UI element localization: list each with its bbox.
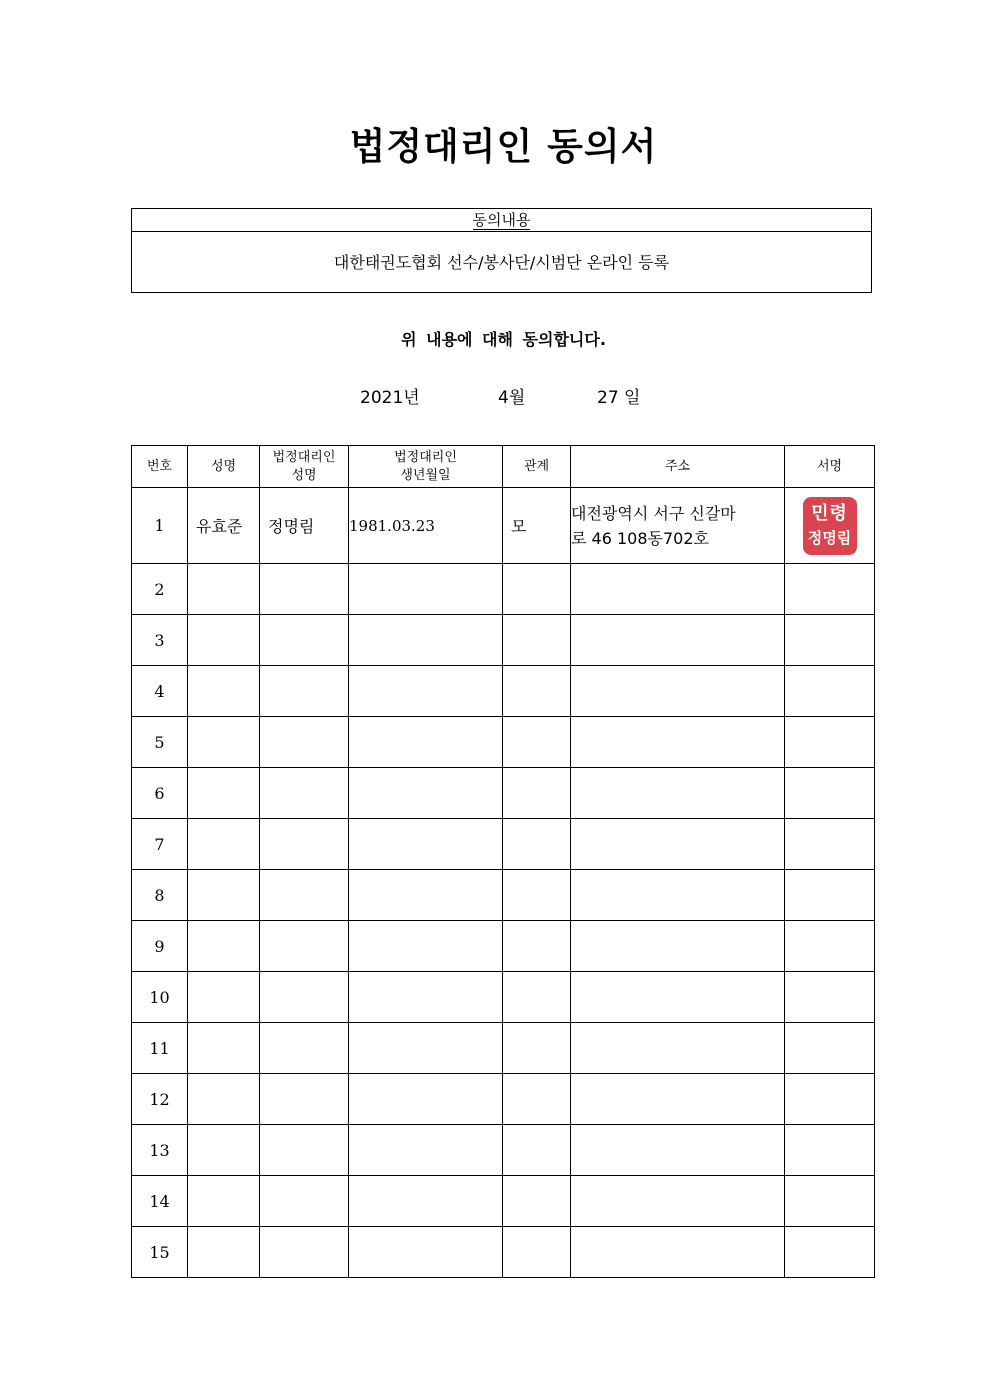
row-guardian-name [260, 768, 349, 819]
consent-box [131, 208, 872, 293]
header-guardian-birth-line1: 법정대리인 [394, 449, 457, 465]
header-name: 성명 [188, 446, 260, 488]
row-signature [785, 1023, 875, 1074]
row-address [571, 615, 785, 666]
row-guardian-name: 정명림 [260, 488, 349, 564]
table-row [132, 488, 875, 564]
row-address [571, 717, 785, 768]
row-guardian-birth [349, 1125, 503, 1176]
row-signature [785, 921, 875, 972]
row-name [188, 972, 260, 1023]
seal-text-bottom: 정명림 [807, 528, 852, 547]
row-name [188, 615, 260, 666]
row-relation [503, 972, 571, 1023]
row-number: 7 [132, 819, 188, 870]
row-name [188, 666, 260, 717]
row-number: 3 [132, 615, 188, 666]
table-row [132, 1023, 875, 1074]
row-number: 15 [132, 1227, 188, 1278]
row-address [571, 488, 785, 564]
row-relation [503, 1125, 571, 1176]
table-row [132, 1125, 875, 1176]
row-signature [785, 1176, 875, 1227]
agree-statement: 위 내용에 대해 동의합니다. [401, 330, 606, 349]
row-address [571, 819, 785, 870]
row-guardian-name [260, 1023, 349, 1074]
row-guardian-birth [349, 921, 503, 972]
row-address [571, 666, 785, 717]
date-month: 4월 [498, 388, 526, 408]
row-signature [785, 666, 875, 717]
row-relation [503, 615, 571, 666]
header-signature: 서명 [785, 446, 875, 488]
table-header-row [132, 446, 875, 488]
row-signature [785, 1227, 875, 1278]
row-signature [785, 870, 875, 921]
row-relation [503, 1227, 571, 1278]
table-row [132, 1227, 875, 1278]
row-address [571, 1074, 785, 1125]
row-name [188, 870, 260, 921]
row-number: 9 [132, 921, 188, 972]
row-number: 5 [132, 717, 188, 768]
row-address-line2: 로 46 108동702호 [571, 528, 709, 548]
row-relation [503, 768, 571, 819]
row-guardian-name [260, 615, 349, 666]
row-relation [503, 870, 571, 921]
row-guardian-name [260, 1176, 349, 1227]
row-name [188, 768, 260, 819]
row-relation [503, 1074, 571, 1125]
row-relation [503, 564, 571, 615]
row-number: 4 [132, 666, 188, 717]
row-guardian-birth [349, 1176, 503, 1227]
row-signature [785, 768, 875, 819]
table-row [132, 870, 875, 921]
row-guardian-birth [349, 1023, 503, 1074]
row-address [571, 1227, 785, 1278]
table-row [132, 1176, 875, 1227]
row-name: 유효준 [188, 488, 260, 564]
row-number: 8 [132, 870, 188, 921]
row-number: 1 [132, 488, 188, 564]
row-name [188, 1176, 260, 1227]
row-signature [785, 717, 875, 768]
row-guardian-birth [349, 819, 503, 870]
row-guardian-name [260, 819, 349, 870]
row-relation [503, 666, 571, 717]
row-name [188, 564, 260, 615]
consent-header [132, 209, 871, 232]
row-signature [785, 488, 875, 564]
row-name [188, 1125, 260, 1176]
header-relation: 관계 [503, 446, 571, 488]
row-signature [785, 819, 875, 870]
row-number: 13 [132, 1125, 188, 1176]
document-title: 법정대리인 동의서 [349, 125, 658, 168]
row-guardian-birth [349, 972, 503, 1023]
header-guardian-birth [349, 446, 503, 488]
row-guardian-name [260, 972, 349, 1023]
row-guardian-birth [349, 768, 503, 819]
row-signature [785, 615, 875, 666]
table-row [132, 564, 875, 615]
row-relation: 모 [503, 488, 571, 564]
row-guardian-birth [349, 870, 503, 921]
header-number: 번호 [132, 446, 188, 488]
header-guardian-name [260, 446, 349, 488]
row-address [571, 870, 785, 921]
row-number: 6 [132, 768, 188, 819]
row-guardian-name [260, 564, 349, 615]
row-name [188, 1023, 260, 1074]
row-address-line1: 대전광역시 서구 신갈마 [571, 503, 736, 523]
row-name [188, 921, 260, 972]
row-relation [503, 819, 571, 870]
row-name [188, 1227, 260, 1278]
row-relation [503, 1176, 571, 1227]
row-address [571, 1023, 785, 1074]
row-signature [785, 1125, 875, 1176]
row-guardian-name [260, 921, 349, 972]
row-number: 10 [132, 972, 188, 1023]
row-guardian-name [260, 666, 349, 717]
row-name [188, 819, 260, 870]
row-address [571, 972, 785, 1023]
row-guardian-birth [349, 717, 503, 768]
date-year: 2021년 [360, 388, 420, 408]
row-number: 12 [132, 1074, 188, 1125]
row-guardian-name [260, 1074, 349, 1125]
table-row [132, 615, 875, 666]
table-row [132, 1074, 875, 1125]
row-signature [785, 1074, 875, 1125]
row-relation [503, 717, 571, 768]
table-row [132, 972, 875, 1023]
row-guardian-name [260, 870, 349, 921]
row-signature [785, 564, 875, 615]
table-row [132, 768, 875, 819]
row-number: 11 [132, 1023, 188, 1074]
row-guardian-birth [349, 1227, 503, 1278]
row-relation [503, 921, 571, 972]
header-guardian-birth-line2: 생년월일 [400, 467, 451, 483]
header-guardian-name-line2: 성명 [291, 467, 317, 483]
table-row [132, 666, 875, 717]
date-day: 27 일 [597, 388, 641, 408]
header-address: 주소 [571, 446, 785, 488]
row-guardian-birth [349, 1074, 503, 1125]
row-number: 14 [132, 1176, 188, 1227]
table-row [132, 819, 875, 870]
consent-header-label: 동의내용 [472, 211, 531, 229]
row-guardian-birth [349, 564, 503, 615]
date-row [0, 383, 1007, 407]
row-guardian-birth [349, 615, 503, 666]
row-address [571, 1125, 785, 1176]
row-name [188, 717, 260, 768]
registration-table [131, 445, 875, 1278]
row-guardian-birth: 1981.03.23 [349, 488, 503, 564]
row-guardian-name [260, 1227, 349, 1278]
row-number: 2 [132, 564, 188, 615]
consent-body: 대한태권도협회 선수/봉사단/시범단 온라인 등록 [333, 253, 670, 272]
row-signature [785, 972, 875, 1023]
table-row [132, 717, 875, 768]
header-guardian-name-line1: 법정대리인 [272, 449, 336, 465]
seal-text-top: 민령 [811, 502, 848, 524]
row-relation [503, 1023, 571, 1074]
row-name [188, 1074, 260, 1125]
table-row [132, 921, 875, 972]
row-guardian-name [260, 717, 349, 768]
row-guardian-birth [349, 666, 503, 717]
row-address [571, 1176, 785, 1227]
row-address [571, 921, 785, 972]
seal-stamp-icon [803, 497, 857, 555]
row-address [571, 768, 785, 819]
row-address [571, 564, 785, 615]
row-guardian-name [260, 1125, 349, 1176]
